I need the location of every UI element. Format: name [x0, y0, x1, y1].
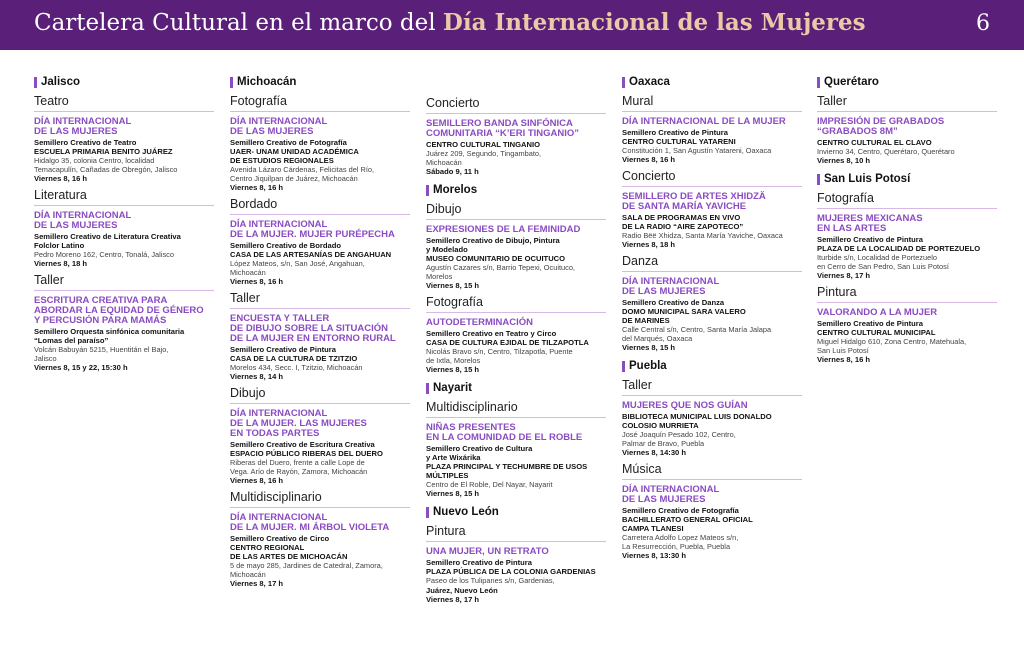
category-heading: Danza	[622, 254, 802, 272]
event-card	[426, 119, 606, 176]
state-marker	[426, 507, 429, 518]
state-heading	[817, 173, 997, 185]
state-label: Nayarit	[433, 382, 472, 394]
event-card	[817, 117, 997, 165]
event-address: Riberas del Duero, frente a calle Lope de Vega. Arío de Rayón, Zamora, Michoacán	[230, 458, 368, 476]
event-title: MUJERES QUE NOS GUÍAN	[622, 400, 748, 411]
state-heading	[622, 76, 802, 88]
event-date: Viernes 8, 15 h	[622, 343, 676, 352]
event-title: DÍA INTERNACIONAL DE LAS MUJERES	[34, 116, 132, 137]
event-address: 5 de mayo 285, Jardines de Catedral, Zamora, Michoacán	[230, 561, 383, 579]
event-title: DÍA INTERNACIONAL DE LA MUJER. LAS MUJERES EN TODAS PARTES	[230, 408, 367, 439]
event-organizer: Semillero Creativo de Pintura CENTRO CULTURAL MUNICIPAL	[817, 319, 936, 337]
column-oaxaca-puebla	[622, 76, 802, 565]
event-address: Carretera Adolfo Lopez Mateos s/n, La Resurrección, Puebla, Puebla	[622, 533, 739, 551]
category-heading: Fotografía	[230, 94, 410, 112]
event-address: Paseo de los Tulipanes s/n, Gardenias,	[426, 576, 555, 585]
event-organizer: Semillero Creativo de Dibujo, Pintura y Modelado MUSEO COMUNITARIO DE OCUITUCO	[426, 236, 566, 263]
event-address: Avenida Lázaro Cárdenas, Felicitas del Río, Centro Jiquilpan de Juárez, Michoacán	[230, 165, 375, 183]
state-marker	[426, 383, 429, 394]
event-card	[230, 513, 410, 588]
state-label: Puebla	[629, 360, 667, 372]
category-heading: Taller	[34, 273, 214, 291]
event-date: Viernes 8, 16 h	[817, 355, 871, 364]
category-heading: Literatura	[34, 188, 214, 206]
event-title: DÍA INTERNACIONAL DE LAS MUJERES	[622, 276, 720, 297]
event-date: Viernes 8, 16 h	[34, 174, 88, 183]
event-organizer: CENTRO CULTURAL EL CLAVO	[817, 138, 932, 147]
event-card	[230, 220, 410, 286]
category-heading: Concierto	[426, 96, 606, 114]
event-card	[426, 225, 606, 290]
event-card	[622, 401, 802, 457]
event-organizer: Semillero Creativo de Teatro ESCUELA PRIMARIA BENITO JUÁREZ	[34, 138, 173, 156]
event-organizer: Semillero Creativo de Danza DOMO MUNICIPAL SARA VALERO DE MARINES	[622, 298, 746, 325]
state-heading	[230, 76, 410, 88]
state-marker	[34, 77, 37, 88]
event-title: DÍA INTERNACIONAL DE LAS MUJERES	[622, 484, 720, 505]
event-card	[426, 318, 606, 374]
event-address: Calle Central s/n, Centro, Santa María Jalapa del Marqués, Oaxaca	[622, 325, 772, 343]
event-card	[622, 485, 802, 560]
state-marker	[230, 77, 233, 88]
event-title: VALORANDO A LA MUJER	[817, 307, 938, 318]
event-address: Morelos 434, Secc. I, Tzitzio, Michoacán	[230, 363, 363, 372]
event-title: AUTODETERMINACIÓN	[426, 317, 533, 328]
event-date: Viernes 8, 14:30 h	[622, 448, 687, 457]
event-organizer: Semillero Creativo de Fotografía UAER- UNAM UNIDAD ACADÉMICA DE ESTUDIOS REGIONALES	[230, 138, 359, 165]
event-card	[426, 547, 606, 604]
event-card	[34, 211, 214, 268]
event-card	[817, 308, 997, 364]
state-label: Querétaro	[824, 76, 879, 88]
category-heading: Taller	[230, 291, 410, 309]
page-header	[0, 0, 1024, 50]
event-title: SEMILLERO DE ARTES XHIDZÄ DE SANTA MARÍA YAVICHE	[622, 191, 766, 212]
event-title: DÍA INTERNACIONAL DE LAS MUJERES	[34, 210, 132, 231]
state-marker	[622, 361, 625, 372]
event-title: DÍA INTERNACIONAL DE LA MUJER. MI ÁRBOL VIOLETA	[230, 512, 390, 533]
column-queretaro-slp	[817, 76, 997, 369]
event-address: Miguel Hidalgo 610, Zona Centro, Matehuala, San Luis Potosí	[817, 337, 967, 355]
event-date: Viernes 8, 13:30 h	[622, 551, 687, 560]
state-marker	[426, 185, 429, 196]
event-card	[230, 314, 410, 381]
state-heading	[34, 76, 214, 88]
category-heading: Fotografía	[426, 295, 606, 313]
event-date: Viernes 8, 17 h	[230, 579, 284, 588]
state-heading	[817, 76, 997, 88]
event-title: IMPRESIÓN DE GRABADOS “GRABADOS 8M”	[817, 116, 945, 137]
event-address: Pedro Moreno 162, Centro, Tonalá, Jalisco	[34, 250, 174, 259]
event-organizer: Semillero Creativo de Escritura Creativa ESPACIO PÚBLICO RIBERAS DEL DUERO	[230, 440, 383, 458]
event-card	[34, 117, 214, 183]
state-label: Oaxaca	[629, 76, 670, 88]
event-organizer: Semillero Creativo de Pintura CASA DE LA CULTURA DE TZITZIO	[230, 345, 358, 363]
event-organizer: BIBLIOTECA MUNICIPAL LUIS DONALDO COLOSIO MURRIETA	[622, 412, 772, 430]
event-address: Juárez 209, Segundo, Tingambato, Michoacán	[426, 149, 542, 167]
event-organizer: Semillero Creativo de Bordado CASA DE LAS ARTESANÍAS DE ANGAHUAN	[230, 241, 392, 259]
state-heading	[426, 184, 606, 196]
event-date: Viernes 8, 16 h	[230, 183, 284, 192]
event-date: Viernes 8, 16 h	[230, 277, 284, 286]
event-address: Iturbide s/n, Localidad de Portezuelo en Cerro de San Pedro, San Luis Potosí	[817, 253, 949, 271]
page-title	[34, 9, 866, 36]
event-address: Constitución 1, San Agustín Yatareni, Oaxaca	[622, 146, 772, 155]
event-organizer: Semillero Creativo de Cultura y Arte Wixárika PLAZA PRINCIPAL Y TECHUMBRE DE USOS MÚLTIPLES	[426, 444, 588, 480]
event-organizer: Semillero Creativo de Fotografía BACHILLERATO GENERAL OFICIAL CAMPA TLANESI	[622, 506, 753, 533]
event-organizer: Semillero Creativo de Circo CENTRO REGIONAL DE LAS ARTES DE MICHOACÁN	[230, 534, 348, 561]
category-heading: Pintura	[426, 524, 606, 542]
event-organizer: Semillero Creativo de Literatura Creativa Folclor Latino	[34, 232, 181, 250]
event-organizer: Semillero Creativo de Pintura PLAZA DE LA LOCALIDAD DE PORTEZUELO	[817, 235, 981, 253]
event-card	[34, 296, 214, 372]
category-heading: Multidisciplinario	[230, 490, 410, 508]
state-marker	[817, 77, 820, 88]
event-title: DÍA INTERNACIONAL DE LA MUJER. MUJER PURÉPECHA	[230, 219, 395, 240]
state-heading	[426, 506, 606, 518]
event-organizer: Semillero Creativo en Teatro y Circo CASA DE CULTURA EJIDAL DE TILZAPOTLA	[426, 329, 589, 347]
event-title: EXPRESIONES DE LA FEMINIDAD	[426, 224, 581, 235]
event-address: Radio Bëë Xhidza, Santa María Yaviche, Oaxaca	[622, 231, 783, 240]
column-jalisco	[34, 76, 214, 377]
category-heading: Dibujo	[230, 386, 410, 404]
event-address: Agustín Cazares s/n, Barrio Tepexi, Ocuituco, Morelos	[426, 263, 575, 281]
event-card	[230, 409, 410, 485]
category-heading: Fotografía	[817, 191, 997, 209]
column-michoacan	[230, 76, 410, 593]
event-date: Viernes 8, 18 h	[622, 240, 676, 249]
event-card	[622, 117, 802, 164]
event-organizer: Semillero Orquesta sinfónica comunitaria “Lomas del paraíso”	[34, 327, 185, 345]
category-heading: Dibujo	[426, 202, 606, 220]
event-title: ESCRITURA CREATIVA PARA ABORDAR LA EQUIDAD DE GÉNERO Y PERCUSIÓN PARA MAMÁS	[34, 295, 204, 326]
category-heading: Multidisciplinario	[426, 400, 606, 418]
event-organizer: CENTRO CULTURAL TINGANIO	[426, 140, 541, 149]
event-date: Viernes 8, 18 h	[34, 259, 88, 268]
event-date: Viernes 8, 16 h	[230, 476, 284, 485]
event-organizer: Semillero Creativo de Pintura PLAZA PÚBLICA DE LA COLONIA GARDENIAS	[426, 558, 596, 576]
event-address: Hidalgo 35, colonia Centro, localidad Temacapulín, Cañadas de Obregón, Jalisco	[34, 156, 178, 174]
state-label: San Luis Potosí	[824, 173, 911, 185]
category-heading: Bordado	[230, 197, 410, 215]
state-label: Morelos	[433, 184, 478, 196]
event-title: ENCUESTA Y TALLER DE DIBUJO SOBRE LA SITUACIÓN DE LA MUJER EN ENTORNO RURAL	[230, 313, 396, 344]
state-marker	[622, 77, 625, 88]
state-label: Michoacán	[237, 76, 297, 88]
event-address: Nicolás Bravo s/n, Centro, Tilzapotla, Puente de Ixtla, Morelos	[426, 347, 573, 365]
event-title: UNA MUJER, UN RETRATO	[426, 546, 549, 557]
category-heading: Música	[622, 462, 802, 480]
title-highlight: Día Internacional de las Mujeres	[442, 9, 866, 36]
state-label: Nuevo León	[433, 506, 499, 518]
event-date: Viernes 8, 16 h	[622, 155, 676, 164]
event-organizer: Semillero Creativo de Pintura CENTRO CULTURAL YATARENI	[622, 128, 736, 146]
event-address: José Joaquín Pesado 102, Centro, Palmar de Bravo, Puebla	[622, 430, 736, 448]
event-date: Viernes 8, 17 h	[817, 271, 871, 280]
event-address: Volcán Babuyán 5215, Huentitán el Bajo, Jalisco	[34, 345, 169, 363]
event-date: Viernes 8, 15 h	[426, 489, 480, 498]
event-card	[426, 423, 606, 498]
event-card	[817, 214, 997, 280]
event-card	[622, 277, 802, 352]
event-title: DÍA INTERNACIONAL DE LA MUJER	[622, 116, 786, 127]
title-prefix: Cartelera Cultural en el marco del	[34, 10, 443, 36]
page-number: 6	[976, 11, 990, 36]
category-heading: Pintura	[817, 285, 997, 303]
category-heading: Concierto	[622, 169, 802, 187]
state-label: Jalisco	[41, 76, 80, 88]
event-address: López Mateos, s/n, San José, Angahuan, Michoacán	[230, 259, 365, 277]
category-heading: Taller	[817, 94, 997, 112]
state-heading	[426, 382, 606, 394]
event-title: MUJERES MEXICANAS EN LAS ARTES	[817, 213, 923, 234]
event-date: Viernes 8, 15 h	[426, 281, 480, 290]
event-title: NIÑAS PRESENTES EN LA COMUNIDAD DE EL ROBLE	[426, 422, 583, 443]
event-date: Viernes 8, 17 h	[426, 595, 480, 604]
state-marker	[817, 174, 820, 185]
event-title: SEMILLERO BANDA SINFÓNICA COMUNITARIA “K’ERI TINGANIO”	[426, 118, 580, 139]
event-date: Sábado 9, 11 h	[426, 167, 479, 176]
column-morelos-nayarit-nl	[426, 76, 606, 609]
event-card	[622, 192, 802, 249]
event-organizer: SALA DE PROGRAMAS EN VIVO DE LA RADIO “AIRE ZAPOTECO”	[622, 213, 744, 231]
event-address: Centro de El Roble, Del Nayar, Nayarit	[426, 480, 553, 489]
event-organizer-locality: Juárez, Nuevo León	[426, 586, 498, 595]
category-heading: Taller	[622, 378, 802, 396]
event-date: Viernes 8, 14 h	[230, 372, 284, 381]
event-date: Viernes 8, 15 y 22, 15:30 h	[34, 363, 128, 372]
category-heading: Mural	[622, 94, 802, 112]
event-date: Viernes 8, 10 h	[817, 156, 871, 165]
event-card	[230, 117, 410, 192]
category-heading: Teatro	[34, 94, 214, 112]
state-heading	[622, 360, 802, 372]
event-title: DÍA INTERNACIONAL DE LAS MUJERES	[230, 116, 328, 137]
event-date: Viernes 8, 15 h	[426, 365, 480, 374]
event-address: Invierno 34, Centro, Querétaro, Querétaro	[817, 147, 955, 156]
